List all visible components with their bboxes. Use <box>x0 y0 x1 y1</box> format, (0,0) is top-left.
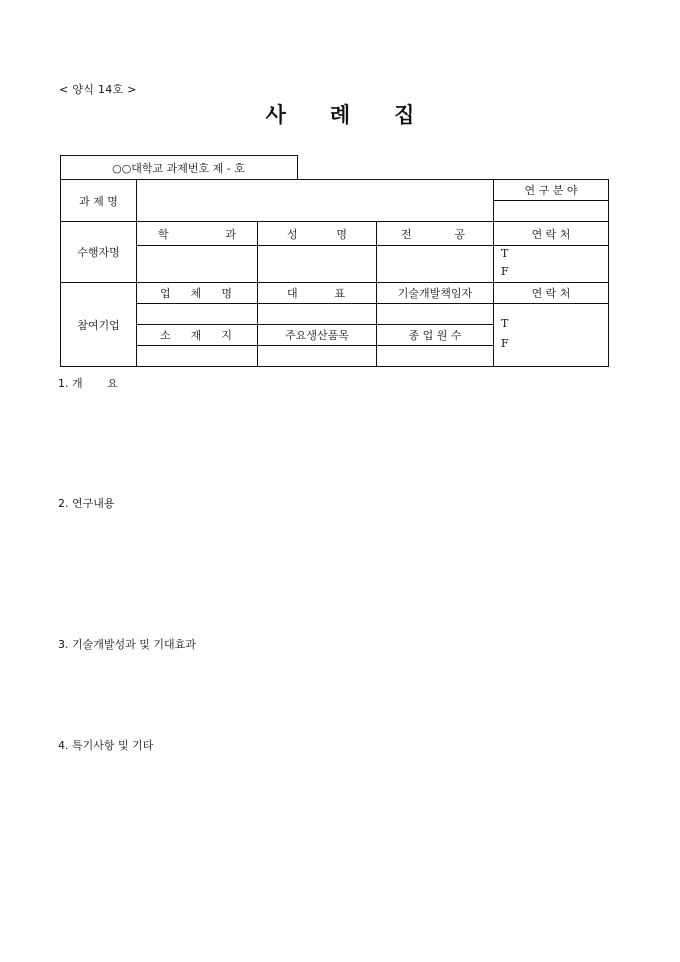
company-contact-header: 연 락 처 <box>531 287 571 300</box>
representative-header <box>287 283 345 303</box>
project-number-label: ○○대학교 과제번호 제 - 호 <box>112 161 245 175</box>
employees-header: 종 업 원 수 <box>408 329 462 342</box>
dept-char-2: 과 <box>225 227 236 241</box>
company-name-char-1: 업 <box>160 287 171 300</box>
form-number: < 양식 14호 > <box>59 83 137 96</box>
title-char-3: 집 <box>394 102 415 127</box>
major-char-2: 공 <box>454 227 465 241</box>
company-name-char-2: 체 <box>190 287 202 300</box>
dept-char-1: 학 <box>158 227 169 241</box>
section-title: 개 요 <box>72 377 118 390</box>
section-research-content <box>58 495 115 511</box>
section-number: 3. <box>58 638 69 651</box>
section-number: 2. <box>58 497 69 510</box>
performer-label: 수행자명 <box>77 246 120 259</box>
company-phone-prefix: T <box>501 317 509 330</box>
research-field-label: 연 구 분 야 <box>524 184 578 197</box>
loc-char-1: 소 <box>160 329 171 342</box>
performer-major-header <box>401 222 465 245</box>
project-name-label: 과 제 명 <box>79 194 118 208</box>
major-char-1: 전 <box>401 227 412 241</box>
company-name-char-3: 명 <box>221 287 232 300</box>
company-label: 참여기업 <box>77 318 120 332</box>
performer-dept-header <box>158 222 236 245</box>
section-results <box>58 636 196 652</box>
name-char-1: 성 <box>287 227 298 241</box>
loc-char-2: 재 <box>190 329 202 342</box>
company-fax-prefix: F <box>501 337 509 350</box>
rep-char-2: 표 <box>334 287 345 300</box>
section-title: 연구내용 <box>72 497 115 510</box>
name-char-2: 명 <box>336 227 347 241</box>
performer-phone-prefix: T <box>501 247 509 260</box>
document-title <box>0 99 680 129</box>
loc-char-3: 지 <box>221 329 232 342</box>
performer-fax-prefix: F <box>501 265 509 278</box>
main-products-header: 주요생산품목 <box>285 329 349 342</box>
title-char-1: 사 <box>265 102 286 127</box>
performer-contact-header: 연 락 처 <box>531 227 571 241</box>
title-char-2: 례 <box>329 102 351 127</box>
section-number: 4. <box>58 739 69 752</box>
section-title: 특기사항 및 기타 <box>72 739 154 752</box>
section-overview <box>58 375 118 391</box>
section-title: 기술개발성과 및 기대효과 <box>72 638 196 651</box>
section-number: 1. <box>58 377 69 390</box>
section-remarks <box>58 737 153 753</box>
rep-char-1: 대 <box>287 287 298 300</box>
tech-manager-header: 기술개발책임자 <box>397 287 473 300</box>
location-header <box>160 325 232 345</box>
performer-name-header <box>287 222 347 245</box>
company-name-header <box>160 283 232 303</box>
